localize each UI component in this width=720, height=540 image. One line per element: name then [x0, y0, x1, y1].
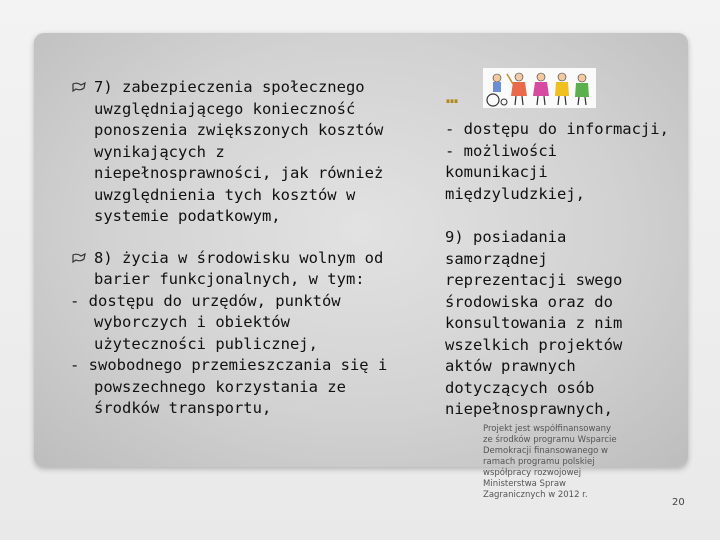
item-7-line: 7) zabezpieczenia społecznego — [94, 78, 365, 96]
children-group-clipart — [483, 68, 596, 108]
sub-item-line: wyborczych i obiektów — [94, 313, 290, 331]
list-item-7 — [70, 77, 415, 228]
item-7-line: uwzględniającego konieczność — [94, 99, 356, 118]
funding-note-line: ramach programu polskiej — [483, 457, 595, 467]
paragraph-gap — [445, 205, 675, 227]
ribbon-bullet-icon — [72, 253, 86, 264]
item-7-line: wynikających z — [94, 142, 225, 161]
item-7-line: niepełnosprawności, jak również — [94, 164, 384, 182]
right-line: niepełnosprawnych, — [445, 400, 613, 418]
funding-note-line: współpracy rozwojowej — [483, 468, 582, 478]
sub-item-line: - swobodnego przemieszczania się i — [70, 356, 388, 374]
item-8-line: 8) życia w środowisku wolnym od — [94, 248, 384, 267]
funding-note — [483, 424, 653, 501]
left-column — [70, 77, 415, 440]
funding-note-line: Demokracji finansowanego w — [483, 446, 608, 456]
right-line: środowiska oraz do — [445, 292, 613, 311]
funding-note-line: Ministerstwa Spraw — [483, 479, 566, 489]
right-line: samorządnej — [445, 249, 548, 268]
right-line: reprezentacji swego — [445, 271, 623, 289]
right-line: - dostępu do informacji, — [445, 120, 669, 138]
right-line: wszelkich projektów — [445, 335, 623, 354]
item-7-line: ponoszenia zwiększonych kosztów — [94, 121, 384, 139]
right-line: dotyczących osób — [445, 378, 595, 397]
page-number: 20 — [672, 497, 685, 508]
item-7-line: systemie podatkowym, — [94, 207, 281, 225]
list-item-8 — [70, 248, 415, 420]
sub-item-line: użyteczności publicznej, — [94, 334, 318, 353]
item-7-line: uwzględnienia tych kosztów w — [94, 185, 356, 204]
ribbon-bullet-icon — [72, 82, 86, 93]
funding-note-line: Zagranicznych w 2012 r. — [483, 490, 588, 500]
ellipsis-marker: … — [446, 84, 460, 108]
right-column — [445, 119, 675, 421]
right-line: międzyludzkiej, — [445, 184, 585, 203]
sub-item-line: - dostępu do urzędów, punktów — [70, 291, 341, 310]
right-line: konsultowania z nim — [445, 314, 623, 332]
item-8-line: barier funkcjonalnych, w tym: — [94, 270, 365, 288]
right-line: - możliwości — [445, 141, 557, 160]
right-line: aktów prawnych — [445, 357, 576, 375]
funding-note-line: Projekt jest współfinansowany — [483, 424, 612, 434]
funding-note-line: ze środków programu Wsparcie — [483, 435, 617, 445]
sub-item-line: środków transportu, — [94, 399, 272, 417]
right-line: komunikacji — [445, 163, 548, 181]
right-line: 9) posiadania — [445, 228, 567, 246]
sub-item-line: powszechnego korzystania ze — [94, 377, 346, 396]
